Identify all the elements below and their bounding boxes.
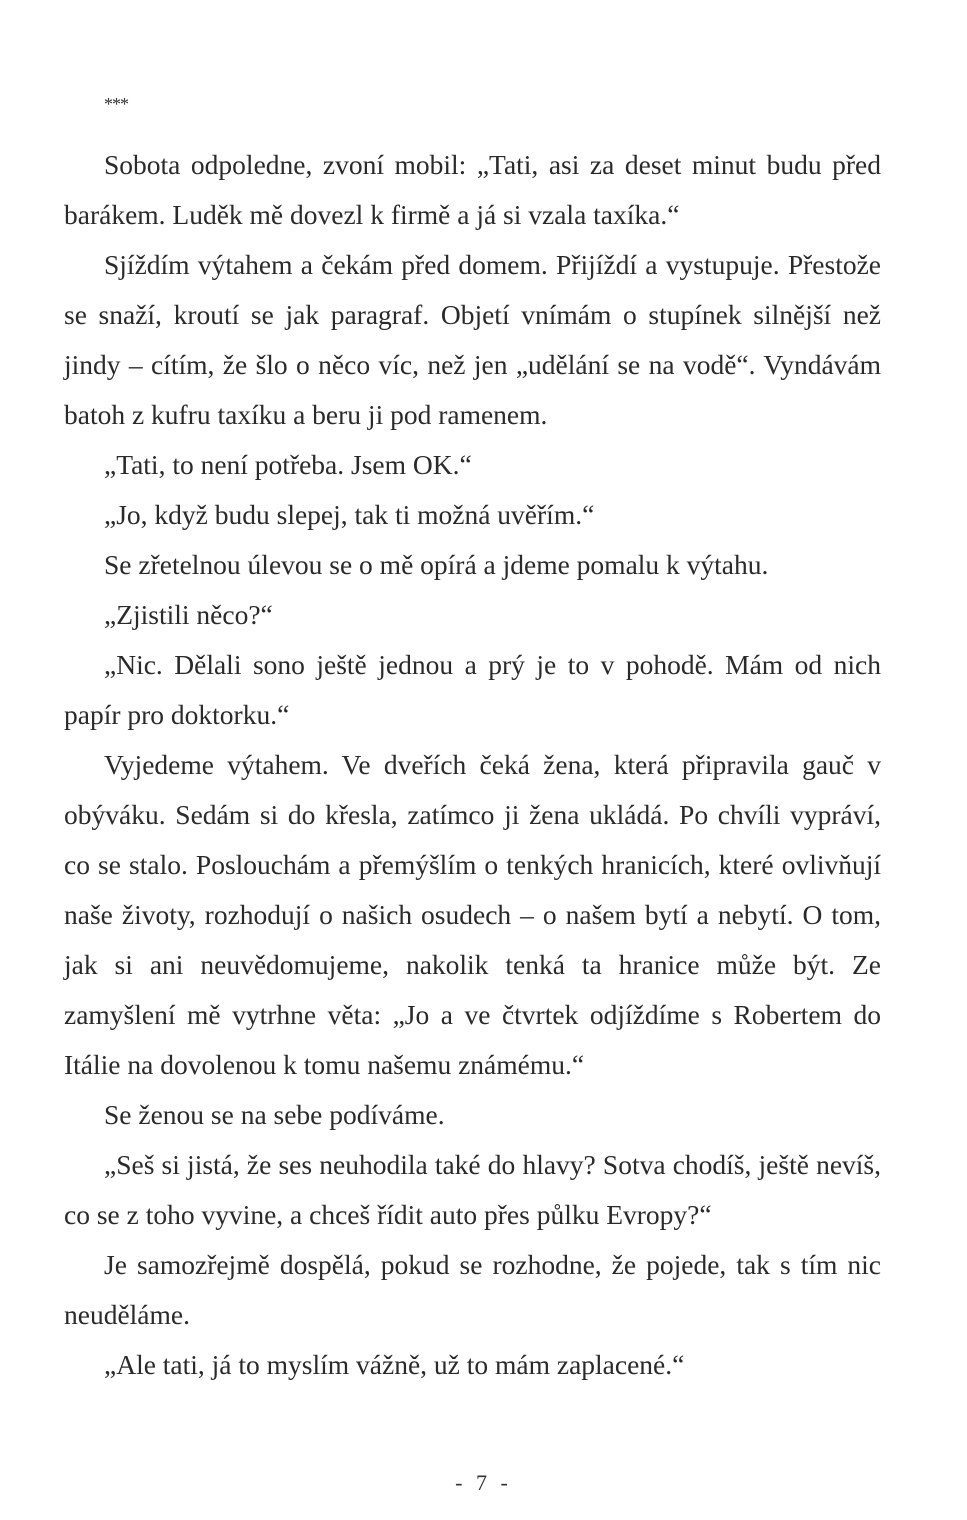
paragraph: „Nic. Dělali sono ještě jednou a prý je to v pohodě. Mám od nich papír pro doktorku.“ [64, 649, 881, 730]
paragraph: „Jo, když budu slepej, tak ti možná uvěřím.“ [104, 499, 595, 530]
paragraph: Sjíždím výtahem a čekám před domem. Přijíždí a vystupuje. Přestože se snaží, kroutí se jak paragraf. Objetí vnímám o stupínek silnější než jindy – cítím, že šlo o něco víc, než jen „udělání se na vodě“. Vyndávám batoh z kufru taxíku a beru ji pod ramenem. [64, 249, 881, 430]
paragraph: Vyjedeme výtahem. Ve dveřích čeká žena, která připravila gauč v obýváku. Sedám si do křesla, zatímco ji žena ukládá. Po chvíli vypráví, co se stalo. Poslouchám a přemýšlím o tenkých hranicích, které ovlivňují naše životy, rozhodují o našich osudech – o našem bytí a nebytí. O tom, jak si ani neuvědomujeme, nakolik tenká ta hranice může být. Ze zamyšlení mě vytrhne věta: „Jo a ve čtvrtek odjíždíme s Robertem do Itálie na dovolenou k tomu našemu známému.“ [64, 749, 881, 1080]
paragraph: Sobota odpoledne, zvoní mobil: „Tati, asi za deset minut budu před barákem. Luděk mě dovezl k firmě a já si vzala taxíka.“ [64, 149, 881, 230]
body-text [64, 140, 881, 1390]
paragraph: Se zřetelnou úlevou se o mě opírá a jdeme pomalu k výtahu. [104, 549, 769, 580]
page-number: - 7 - [455, 1470, 512, 1495]
paragraph: „Tati, to není potřeba. Jsem OK.“ [104, 449, 472, 480]
paragraph: Se ženou se na sebe podíváme. [104, 1099, 445, 1130]
paragraph: „Seš si jistá, že ses neuhodila také do hlavy? Sotva chodíš, ještě nevíš, co se z toho vyvine, a chceš řídit auto přes půlku Evropy?“ [64, 1149, 881, 1230]
paragraph: „Zjistili něco?“ [104, 599, 273, 630]
paragraph: „Ale tati, já to myslím vážně, už to mám zaplacené.“ [104, 1349, 685, 1380]
paragraph: Je samozřejmě dospělá, pokud se rozhodne, že pojede, tak s tím nic neuděláme. [64, 1249, 881, 1330]
section-separator: *** [104, 94, 128, 114]
